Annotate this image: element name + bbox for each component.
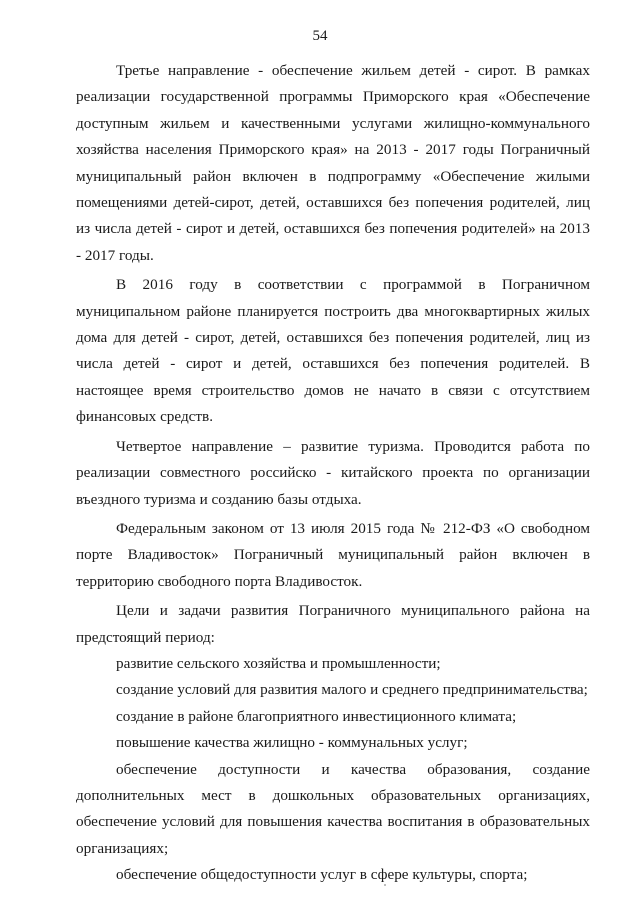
list-item: развитие сельского хозяйства и промышленности;	[116, 654, 441, 672]
list-item: обеспечение доступности и качества образования, создание дополнительных мест в дошкольных образовательных организациях, обеспечение условий для повышения качества воспитания в образовательных организациях;	[76, 760, 590, 857]
page-number: 54	[312, 28, 328, 44]
paragraph-tourism: Четвертое направление – развитие туризма. Проводится работа по реализации совместного российско - китайского проекта по организации въездного туризма и созданию базы отдыха.	[76, 437, 590, 508]
paragraph-orphan-housing: Третье направление - обеспечение жильем детей - сирот. В рамках реализации государственной программы Приморского края «Обеспечение доступным жильем и качественными услугами жилищно-коммунального хозяйства населения Приморского края» на 2013 - 2017 годы Пограничный муниципальный район включен в подпрограмму «Обеспечение жилыми помещениями детей-сирот, детей, оставшихся без попечения родителей, лиц из числа детей - сирот и детей, оставшихся без попечения родителей» на 2013 - 2017 годы.	[76, 62, 590, 264]
paragraph-housing-construction: В 2016 году в соответствии с программой в Пограничном муниципальном районе планируется построить два многоквартирных жилых дома для детей - сирот, детей, оставшихся без попечения родителей, лиц из числа детей - сирот и детей, оставшихся без попечения родителей. В настоящее время строительство домов не начато в связи с отсутствием финансовых средств.	[76, 276, 590, 426]
list-item: обеспечение общедоступности услуг в сфере культуры, спорта;	[116, 866, 528, 884]
list-item: создание в районе благоприятного инвестиционного климата;	[116, 707, 517, 725]
paragraph-free-port: Федеральным законом от 13 июля 2015 года № 212-ФЗ «О свободном порте Владивосток» Пограничный муниципальный район включен в территорию свободного порта Владивосток.	[76, 519, 590, 590]
page-body	[76, 58, 590, 889]
list-item: создание условий для развития малого и среднего предпринимательства;	[116, 681, 588, 699]
paragraph-goals-intro: Цели и задачи развития Пограничного муниципального района на предстоящий период:	[76, 602, 590, 646]
scan-speck	[384, 884, 386, 886]
list-item: повышение качества жилищно - коммунальных услуг;	[116, 734, 468, 752]
